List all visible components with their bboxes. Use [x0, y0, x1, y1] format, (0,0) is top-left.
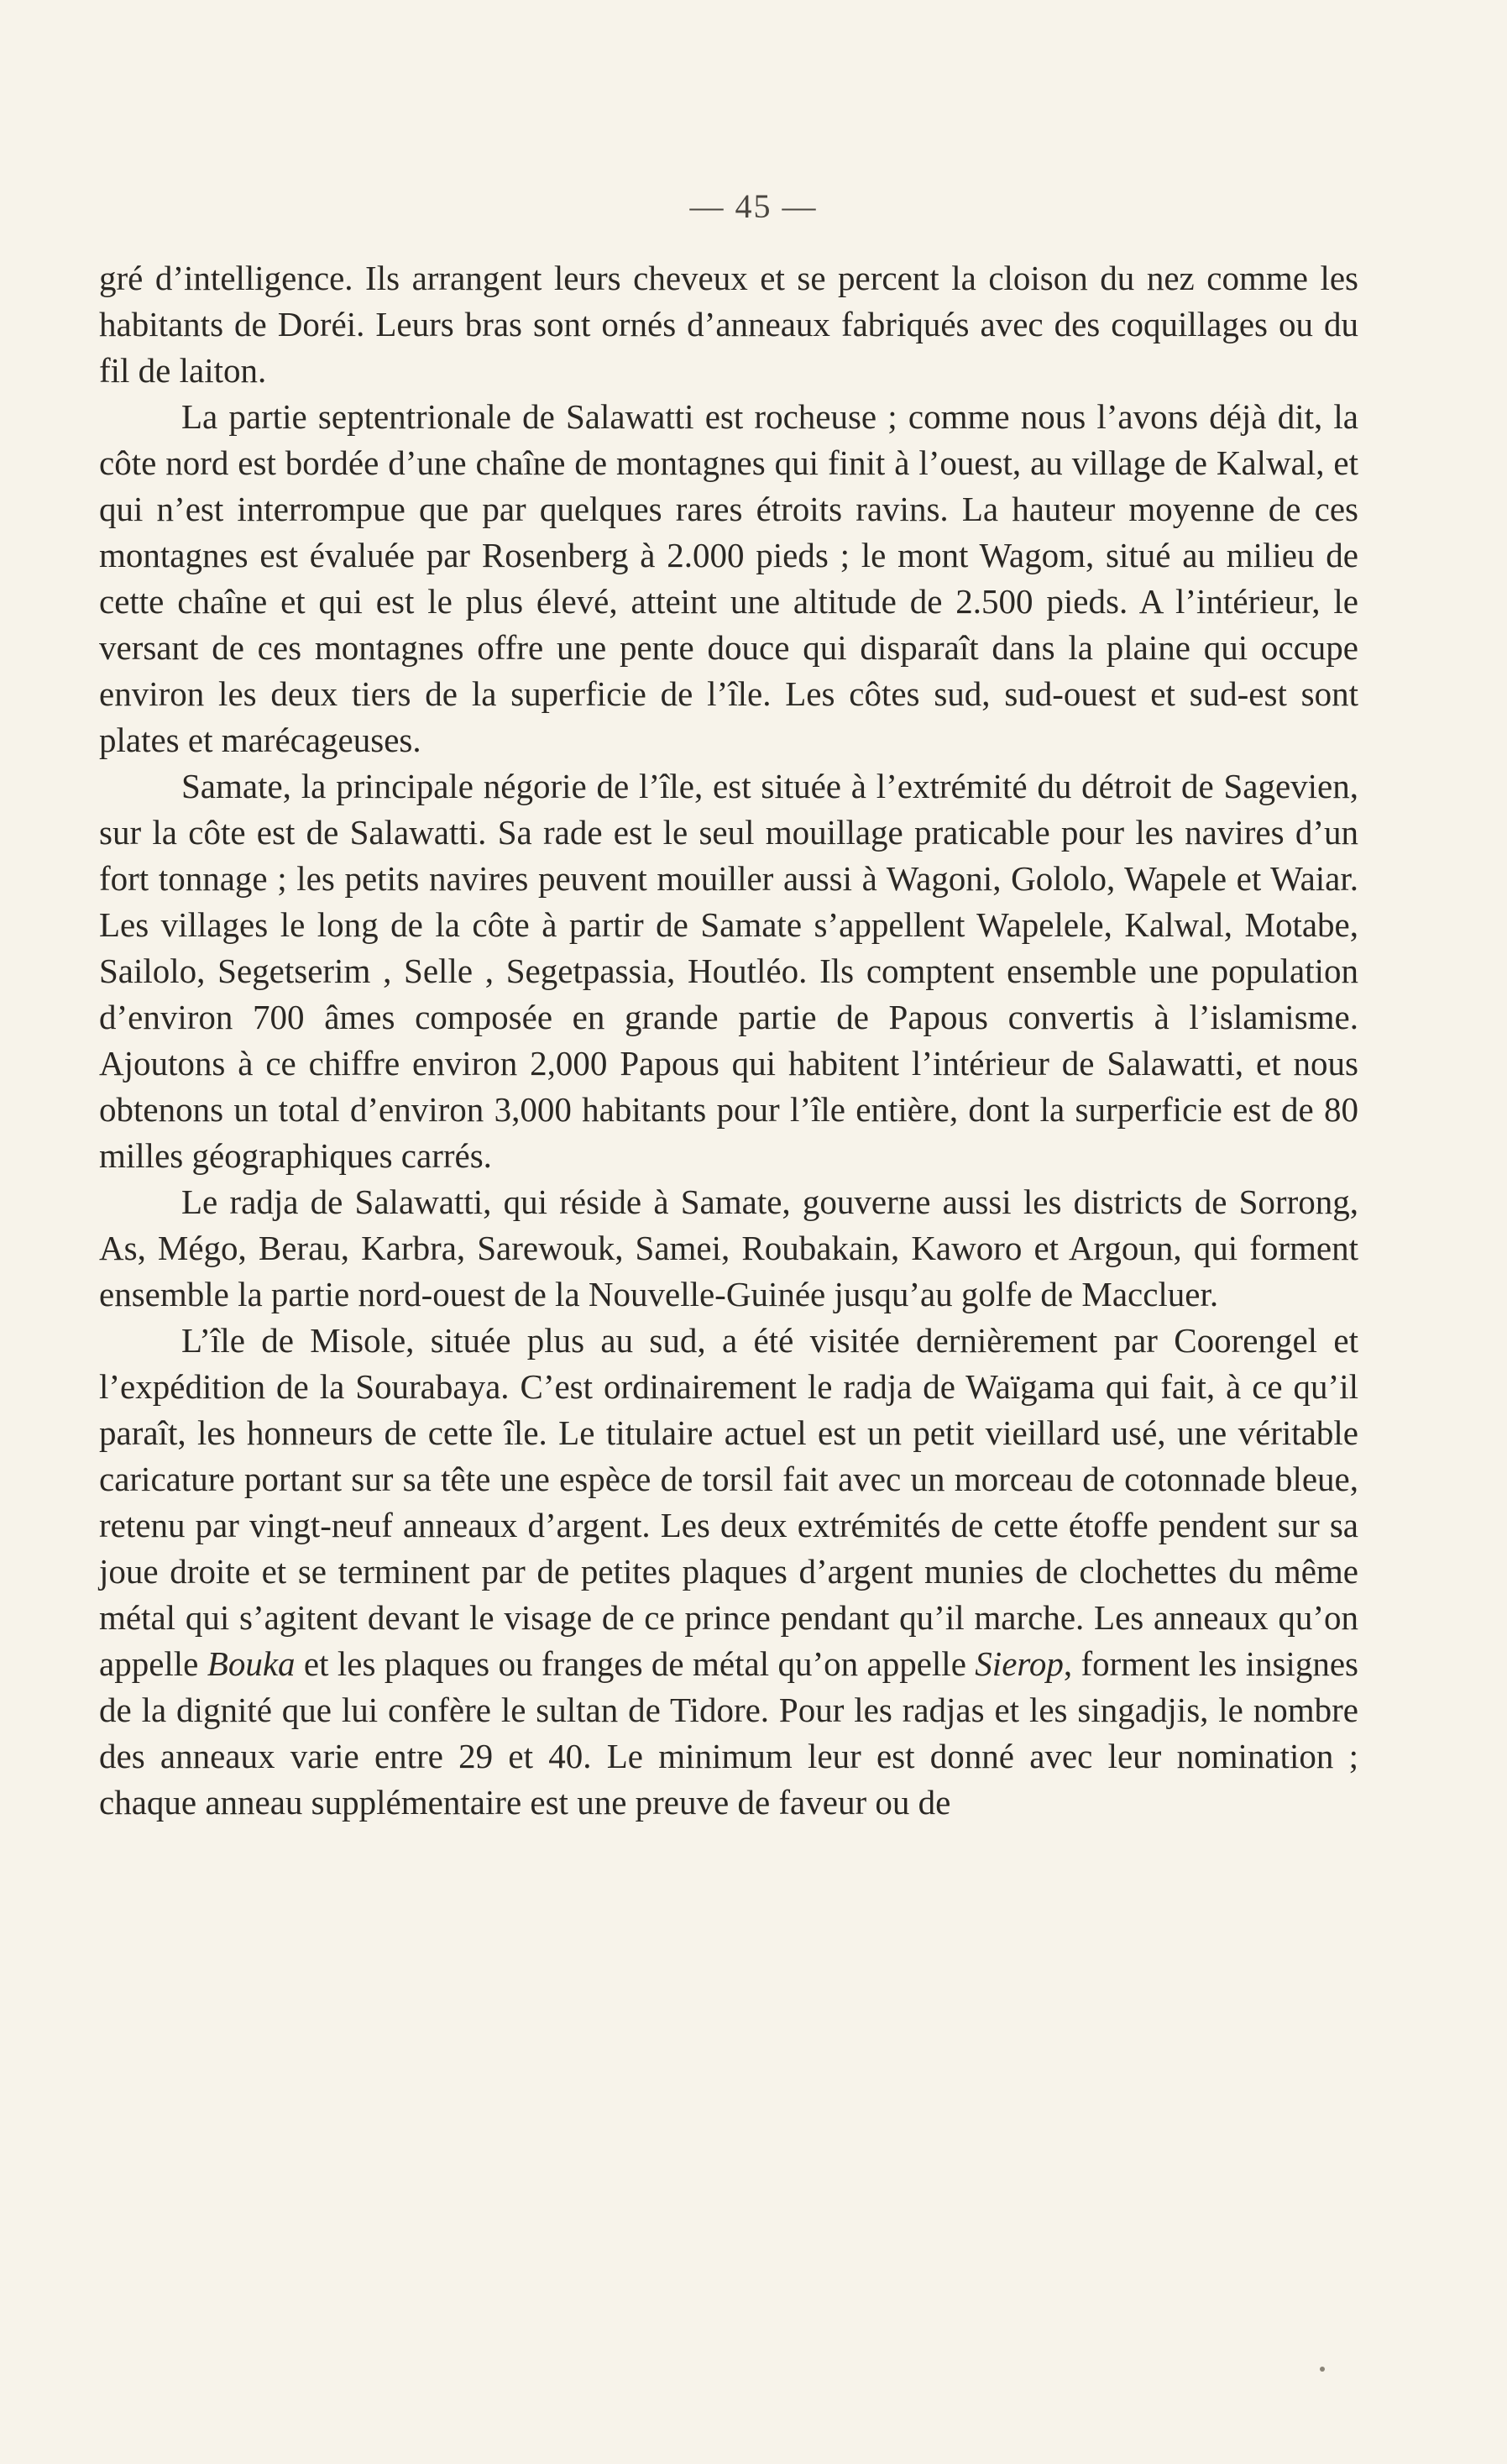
text-segment: L’île de Misole, située plus au sud, a été visitée dernièrement par Coorengel et l’expédition de la Sourabaya. C’est ordinairement le radja de Waïgama qui fait, à ce qu’il paraît, les honneurs de cette île. Le titulaire actuel est un petit vieillard usé, une véritable caricature portant sur sa tête une espèce de torsil fait avec un morceau de cotonnade bleue, retenu par vingt-neuf anneaux d’argent. Les deux extrémités de cette étoffe pendent sur sa joue droite et se terminent par de petites plaques d’argent munies de clochettes du même métal qui s’agitent devant le visage de ce prince pendant qu’il marche. Les anneaux qu’on appelle	[99, 1321, 1358, 1683]
paragraph	[99, 1318, 1358, 1826]
text-segment: La partie septentrionale de Salawatti est rocheuse ; comme nous l’avons déjà dit, la côte nord est bordée d’une chaîne de montagnes qui finit à l’ouest, au village de Kalwal, et qui n’est interrompue que par quelques rares étroits ravins. La hauteur moyenne de ces montagnes est évaluée par Rosenberg à 2.000 pieds ; le mont Wagom, situé au milieu de cette chaîne et qui est le plus élevé, atteint une altitude de 2.500 pieds. A l’intérieur, le versant de ces montagnes offre une pente douce qui disparaît dans la plaine qui occupe environ les deux tiers de la superficie de l’île. Les côtes sud, sud-ouest et sud-est sont plates et marécageuses.	[99, 397, 1358, 759]
italic-term: Bouka	[207, 1644, 296, 1683]
text-segment: gré d’intelligence. Ils arrangent leurs cheveux et se percent la cloison du nez comme les habitants de Doréi. Leurs bras sont ornés d’anneaux fabriqués avec des coquillages ou du fil de laiton.	[99, 259, 1358, 390]
paragraph	[99, 1179, 1358, 1318]
text-segment: Le radja de Salawatti, qui réside à Samate, gouverne aussi les districts de Sorrong, As, Mégo, Berau, Karbra, Sarewouk, Samei, Roubakain, Kaworo et Argoun, qui forment ensemble la partie nord-ouest de la Nouvelle-Guinée jusqu’au golfe de Maccluer.	[99, 1182, 1358, 1313]
paragraph	[99, 255, 1358, 394]
text-segment: et les plaques ou franges de métal qu’on appelle	[295, 1644, 976, 1683]
body-text	[99, 255, 1358, 1826]
italic-term: Sierop	[975, 1644, 1064, 1683]
page-number: — 45 —	[689, 187, 818, 225]
text-segment: , forment les insignes de la dignité que lui confère le sultan de Tidore. Pour les radjas et les singadjis, le nombre des anneaux varie entre 29 et 40. Le minimum leur est donné avec leur nomination ; chaque anneau supplémentaire est une preuve de faveur ou de	[99, 1644, 1358, 1822]
paragraph	[99, 763, 1358, 1179]
paragraph	[99, 394, 1358, 763]
ink-speck	[1320, 2367, 1325, 2372]
text-segment: Samate, la principale négorie de l’île, est située à l’extrémité du détroit de Sagevien, sur la côte est de Salawatti. Sa rade est le seul mouillage praticable pour les navires d’un fort tonnage ; les petits navires peuvent mouiller aussi à Wagoni, Gololo, Wapele et Waiar. Les villages le long de la côte à partir de Samate s’appellent Wapelele, Kalwal, Motabe, Sailolo, Segetserim , Selle , Segetpassia, Houtléo. Ils comptent ensemble une population d’environ 700 âmes composée en grande partie de Papous convertis à l’islamisme. Ajoutons à ce chiffre environ 2,000 Papous qui habitent l’intérieur de Salawatti, et nous obtenons un total d’environ 3,000 habitants pour l’île entière, dont la surperficie est de 80 milles géographiques carrés.	[99, 767, 1358, 1175]
